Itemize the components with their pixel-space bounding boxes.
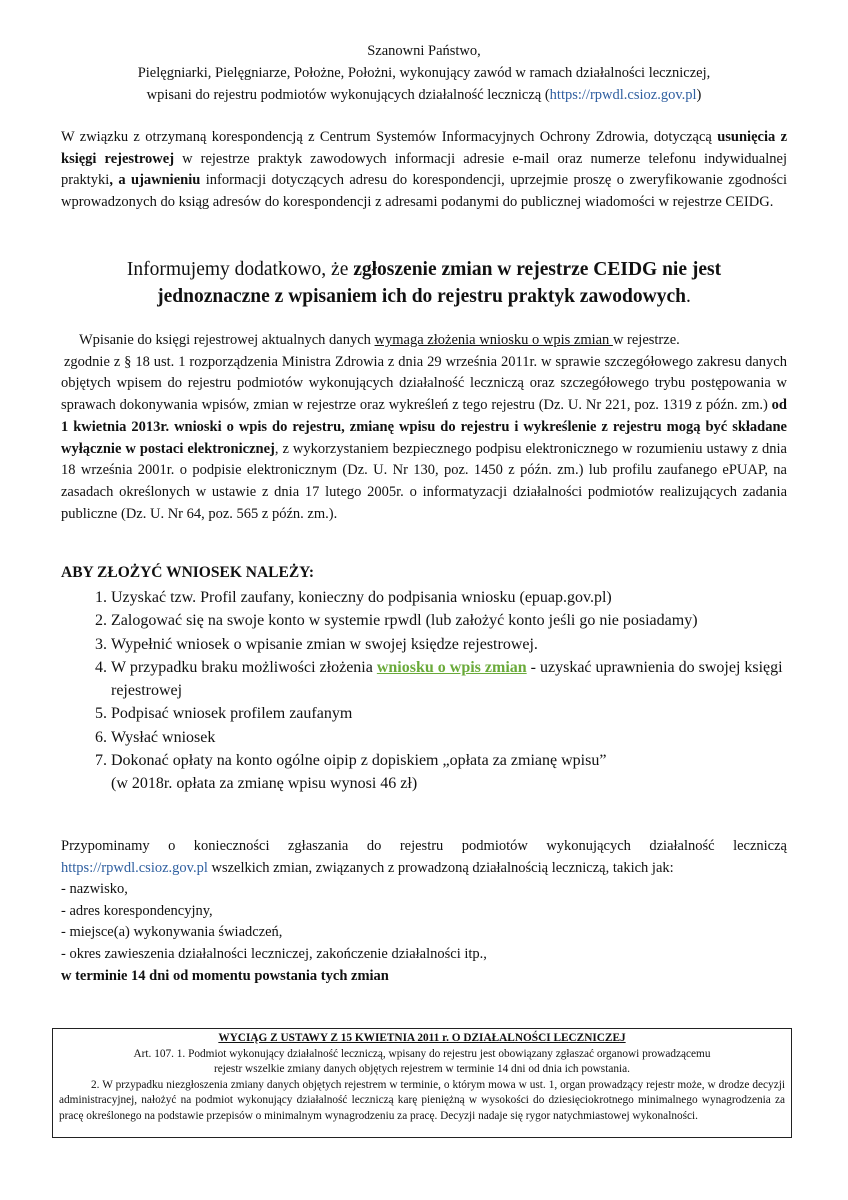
legal-underlined: wymaga złożenia wniosku o wpis zmian <box>374 332 613 348</box>
reminder-text-1: Przypominamy o konieczności zgłaszania do rejestru podmiotów wykonujących działalność leczniczą <box>61 838 787 854</box>
reminder-deadline: w terminie 14 dni od momentu powstania tych zmian <box>61 967 389 984</box>
notice-period: . <box>685 286 691 307</box>
reminder-rpwdl-link[interactable]: https://rpwdl.csioz.gov.pl <box>61 859 208 876</box>
step-7-text: Dokonać opłaty na konto ogólne oipip z dopiskiem „opłata za zmianę wpisu” <box>111 752 607 770</box>
list-item: - miejsce(a) wykonywania świadczeń, <box>61 924 283 941</box>
law-excerpt-box <box>52 1028 792 1138</box>
list-item <box>111 656 831 703</box>
legal-text-1-end: w rejestrze. <box>612 332 680 348</box>
list-item <box>111 749 831 796</box>
list-item: 6. Wysłać wniosek <box>111 726 831 749</box>
list-item: - okres zawieszenia działalności leczniczej, zakończenie działalności itp., <box>61 946 487 963</box>
reminder-text-2: wszelkich zmian, związanych z prowadzoną działalnością leczniczą, takich jak: <box>207 859 674 876</box>
list-item: - nazwisko, <box>61 881 128 897</box>
greeting-register-close: ) <box>696 87 702 103</box>
intro-paragraph <box>61 127 787 214</box>
list-item: 5. Podpisać wniosek profilem zaufanym <box>111 702 831 725</box>
intro-text-2: w rejestrze praktyk zawodowych informacji adresie e-mail oraz numerze telefonu indywidualnej praktyki <box>61 150 787 189</box>
legal-bold: od 1 kwietnia 2013r. wnioski o wpis do rejestru, zmianę wpisu do rejestru i wykreślenie z rejestru mogą być składane wyłącznie w postaci elektronicznej <box>61 397 787 457</box>
law-excerpt-title: WYCIĄG Z USTAWY Z 15 KWIETNIA 2011 r. O DZIAŁALNOŚCI LECZNICZEJ <box>218 1032 626 1044</box>
list-item: - adres korespondencyjny, <box>61 902 213 919</box>
step-4-text-end: - uzyskać uprawnienia do swojej księgi rejestrowej <box>111 658 783 700</box>
greeting-register-text: wpisani do rejestru podmiotów wykonujących działalność leczniczą ( <box>146 87 550 103</box>
steps-heading: ABY ZŁOŻYĆ WNIOSEK NALEŻY: <box>61 564 315 581</box>
legal-text-2: zgodnie z § 18 ust. 1 rozporządzenia Ministra Zdrowia z dnia 29 września 2011r. w sprawie szczegółowego zakresu danych objętych wpisem do rejestru podmiotów wykonujących działalność leczniczą oraz szczegółowego trybu postępowania w sprawach dokonywania wpisów, zmian w rejestrze oraz wykreśleń z tego rejestru (Dz. U. Nr 221, poz. 1319 z późn. zm.) <box>61 353 787 414</box>
intro-text-1: W związku z otrzymaną korespondencją z Centrum Systemów Informacyjnych Ochrony Zdrowia, dotyczącą <box>61 129 718 145</box>
intro-text-3: informacji dotyczących adresu do korespondencji, uprzejmie proszę o zweryfikowanie zgodności wprowadzonych do ksiąg adresów do korespondencji z adresami podanymi do publicznej wiadomości w rejestrze CEIDG. <box>61 172 787 211</box>
greeting <box>0 40 848 106</box>
step-7-fee: (w 2018r. opłata za zmianę wpisu wynosi 46 zł) <box>111 775 418 793</box>
reminder-paragraph <box>61 836 787 879</box>
step-4-text: W przypadku braku możliwości złożenia <box>111 658 377 676</box>
intro-bold-1: usunięcia z księgi rejestrowej <box>61 129 788 167</box>
list-item: 2. Zalogować się na swoje konto w systemie rpwdl (lub założyć konto jeśli go nie posiadamy) <box>111 609 831 632</box>
legal-text-3: , z wykorzystaniem bezpiecznego podpisu elektronicznego w rozumieniu ustawy z dnia 18 września 2001r. o podpisie elektronicznym (Dz. U. Nr 130, poz. 1450 z późn. zm.) lub profilu zaufanego ePUAP, na zasadach określonych w ustawie z dnia 17 lutego 2005r. o informatyzacji działalności podmiotów realizujących zadania publiczne (Dz. U. Nr 64, poz. 565 z późn. zm.). <box>61 440 787 522</box>
reminder-list <box>61 879 787 988</box>
list-item: 1. Uzyskać tzw. Profil zaufany, konieczny do podpisania wniosku (epuap.gov.pl) <box>111 586 831 609</box>
law-art-1a: Art. 107. 1. Podmiot wykonujący działalność leczniczą, wpisany do rejestru jest obowiązany zgłaszać organowi prowadzącemu <box>133 1047 711 1060</box>
ceidg-notice <box>0 256 848 310</box>
steps-list <box>83 586 831 796</box>
legal-paragraph <box>61 330 787 525</box>
greeting-salutation: Szanowni Państwo, <box>367 43 481 59</box>
notice-text: Informujemy dodatkowo, że <box>126 259 354 280</box>
wniosek-link[interactable]: wniosku o wpis zmian <box>376 658 527 676</box>
notice-bold-1: zgłoszenie zmian w rejestrze CEIDG nie jest <box>353 259 722 280</box>
greeting-register-line <box>0 84 848 106</box>
rpwdl-link[interactable]: https://rpwdl.csioz.gov.pl <box>549 87 697 103</box>
law-art-1b: rejestr wszelkie zmiany danych objętych rejestrem w terminie 14 dni od dnia ich powstania. <box>214 1063 630 1076</box>
notice-bold-2: jednoznaczne z wpisaniem ich do rejestru praktyk zawodowych <box>157 286 686 307</box>
list-item: 3. Wypełnić wniosek o wpisanie zmian w swojej księdze rejestrowej. <box>111 633 831 656</box>
law-art-2: 2. W przypadku niezgłoszenia zmiany danych objętych rejestrem w terminie, o którym mowa w ust. 1, organ prowadzący rejestr może, w drodze decyzji administracyjnej, nałożyć na podmiot wykonujący działalność leczniczą karę pieniężną w wysokości do dziesięciokrotnego minimalnego wynagrodzenia za pracę określonego na podstawie przepisów o minimalnym wynagrodzeniu za pracę. Decyzji nadaje się rygor natychmiastowej wykonalności. <box>59 1078 785 1122</box>
intro-bold-2: , a ujawnieniu <box>109 172 201 189</box>
legal-text-1: Wpisanie do księgi rejestrowej aktualnych danych <box>79 332 375 348</box>
greeting-addressees: Pielęgniarki, Pielęgniarze, Położne, Położni, wykonujący zawód w ramach działalności leczniczej, <box>137 65 711 81</box>
